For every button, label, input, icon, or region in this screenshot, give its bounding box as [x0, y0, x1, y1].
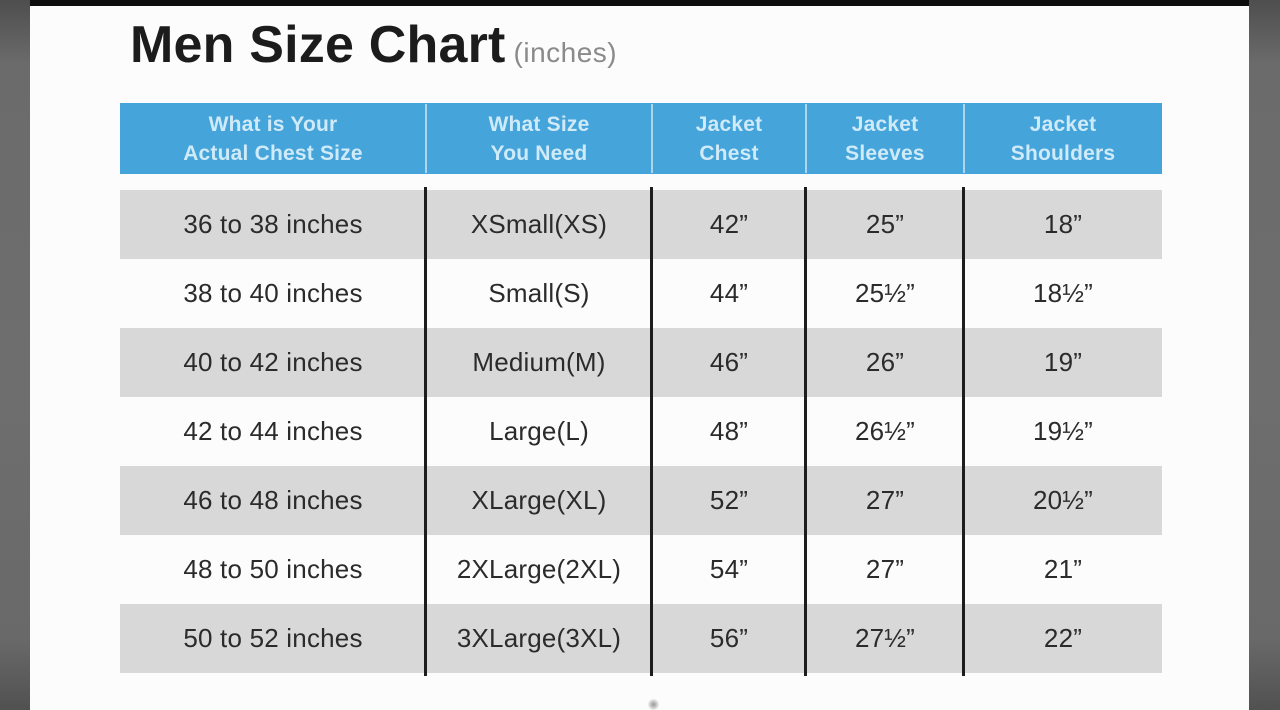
table-cell-jacket-shoulders: 18” — [1043, 209, 1083, 239]
table-cell-jacket-sleeves: 27” — [865, 554, 905, 584]
table-cell-jacket-chest: 56” — [709, 623, 749, 653]
column-header-line: Jacket — [1029, 112, 1097, 136]
table-cell-chest-range: 42 to 44 inches — [183, 416, 363, 446]
table-cell-jacket-shoulders: 19½” — [1032, 416, 1094, 446]
table-header-row — [120, 103, 1162, 174]
column-header-line: Jacket — [851, 112, 919, 136]
table-cell-jacket-chest: 48” — [709, 416, 749, 446]
table-cell-jacket-shoulders: 19” — [1043, 347, 1083, 377]
table-row — [120, 466, 1162, 535]
table-rows — [120, 190, 1162, 673]
table-cell-jacket-chest: 54” — [709, 554, 749, 584]
table-cell-chest-range: 48 to 50 inches — [183, 554, 363, 584]
column-divider-1 — [424, 187, 427, 676]
page-title-unit-note: (inches) — [513, 37, 618, 68]
table-cell-jacket-chest: 46” — [709, 347, 749, 377]
page-title-text: Men Size Chart — [130, 16, 506, 74]
table-cell-jacket-chest: 44” — [709, 278, 749, 308]
table-cell-chest-range: 50 to 52 inches — [183, 623, 363, 653]
table-cell-size-needed: XLarge(XL) — [471, 485, 607, 515]
table-row — [120, 397, 1162, 466]
table-row — [120, 604, 1162, 673]
column-header-line: Chest — [699, 141, 759, 165]
table-cell-jacket-shoulders: 21” — [1043, 554, 1083, 584]
column-header-jacket-chest — [652, 103, 806, 174]
table-cell-jacket-shoulders: 22” — [1043, 623, 1083, 653]
right-letterbox-bar — [1249, 0, 1280, 710]
column-divider-3 — [804, 187, 807, 676]
column-header-jacket-sleeves — [806, 103, 964, 174]
table-cell-jacket-sleeves: 27½” — [854, 623, 916, 653]
table-cell-chest-range: 36 to 38 inches — [183, 209, 363, 239]
table-cell-jacket-chest: 42” — [709, 209, 749, 239]
column-header-size-needed — [426, 103, 652, 174]
table-cell-jacket-sleeves: 27” — [865, 485, 905, 515]
table-cell-size-needed: Medium(M) — [472, 347, 606, 377]
table-cell-chest-range: 38 to 40 inches — [183, 278, 363, 308]
table-body — [120, 190, 1162, 673]
column-header-chest-range — [120, 103, 426, 174]
table-cell-jacket-shoulders: 18½” — [1032, 278, 1094, 308]
table-row — [120, 259, 1162, 328]
table-cell-jacket-chest: 52” — [709, 485, 749, 515]
column-header-jacket-shoulders — [964, 103, 1162, 174]
column-header-line: What is Your — [208, 112, 338, 136]
table-cell-size-needed: 2XLarge(2XL) — [456, 554, 622, 584]
column-header-line: You Need — [490, 141, 588, 165]
column-divider-4 — [962, 187, 965, 676]
table-row — [120, 328, 1162, 397]
left-letterbox-bar — [0, 0, 30, 710]
men-size-chart-table — [120, 103, 1162, 673]
table-cell-chest-range: 40 to 42 inches — [183, 347, 363, 377]
column-header-line: Jacket — [695, 112, 763, 136]
table-cell-jacket-shoulders: 20½” — [1032, 485, 1094, 515]
table-row — [120, 190, 1162, 259]
table-cell-size-needed: Large(L) — [489, 416, 589, 446]
column-header-line: Shoulders — [1010, 141, 1116, 165]
table-cell-jacket-sleeves: 25½” — [854, 278, 916, 308]
column-divider-2 — [650, 187, 653, 676]
size-chart-page — [30, 6, 1249, 710]
column-header-line: Actual Chest Size — [183, 141, 363, 165]
page-title — [130, 14, 617, 84]
table-row — [120, 535, 1162, 604]
table-cell-size-needed: Small(S) — [488, 278, 590, 308]
table-cell-jacket-sleeves: 26½” — [854, 416, 916, 446]
column-header-line: What Size — [488, 112, 590, 136]
column-header-line: Sleeves — [845, 141, 925, 165]
table-cell-chest-range: 46 to 48 inches — [183, 485, 363, 515]
table-cell-jacket-sleeves: 26” — [865, 347, 905, 377]
table-cell-jacket-sleeves: 25” — [865, 209, 905, 239]
table-cell-size-needed: 3XLarge(3XL) — [456, 623, 622, 653]
table-cell-size-needed: XSmall(XS) — [470, 209, 608, 239]
artifact-smudge — [648, 699, 659, 710]
